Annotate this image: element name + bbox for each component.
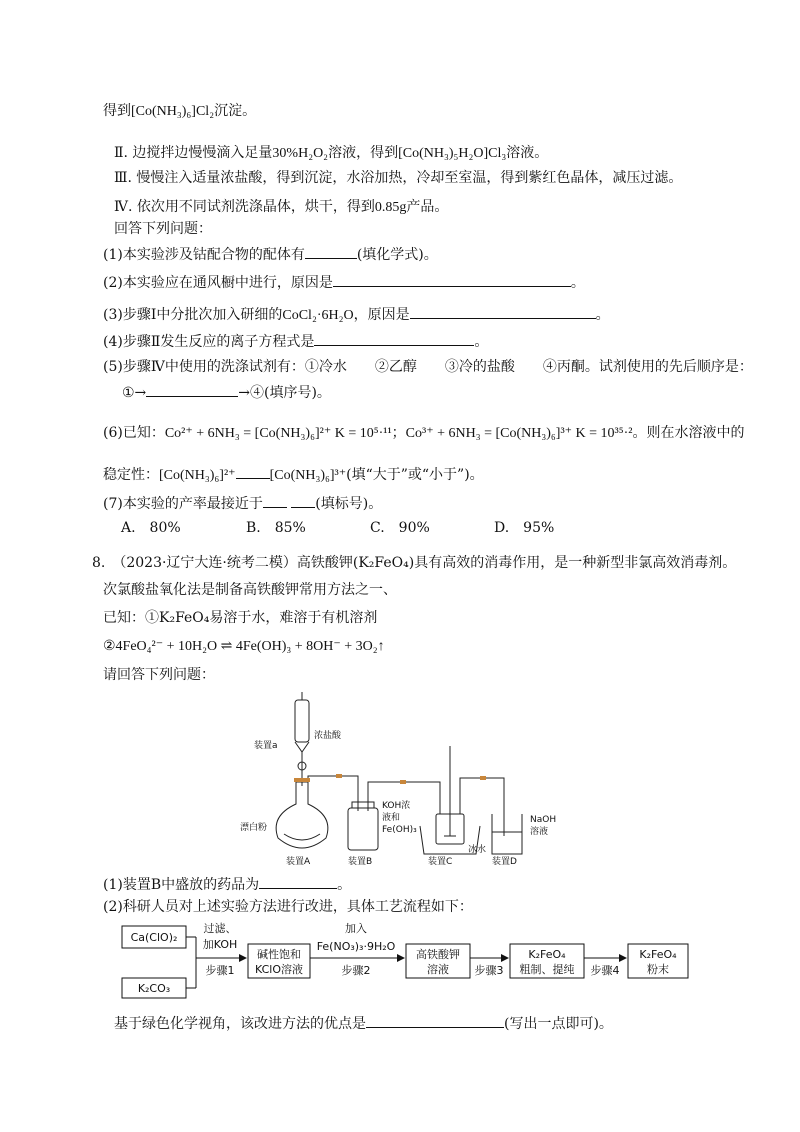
q7-sub2 (103, 271, 585, 293)
q7-sub1 (103, 243, 438, 265)
choice-b[interactable]: B. 85% (246, 520, 306, 536)
q7-step3: Ⅲ. 慢慢注入适量浓盐酸，得到沉淀，水浴加热，冷却至室温，得到紫红色晶体，减压过滤。 (114, 170, 683, 186)
text: (3)步骤Ⅰ中分批次加入研细的 (103, 307, 283, 323)
q7-line0 (103, 101, 256, 122)
flow-arrow1-bottom: 步骤1 (205, 964, 235, 977)
answer-blank[interactable] (366, 1012, 504, 1028)
text: 溶液。 (506, 145, 549, 161)
text: 溶液，得到 (328, 145, 399, 161)
apparatus-diagram (240, 686, 560, 866)
q8-sub2: (2)科研人员对上述实验方法进行改进，具体工艺流程如下： (103, 899, 473, 915)
label-device-c: 装置C (428, 857, 453, 866)
formula: CoCl₂·6H₂O (282, 308, 354, 323)
flow-box4-line1: 高铁酸钾 (416, 948, 460, 961)
q7-sub5-order (122, 381, 331, 403)
answer-blank[interactable] (236, 463, 270, 479)
label-device-d: 装置D (492, 857, 517, 866)
label-naoh-2: 溶液 (530, 827, 549, 837)
text: ； (391, 425, 406, 441)
flow-box6-line2: 粉末 (647, 963, 669, 976)
text: 沉淀。 (214, 103, 257, 119)
formula: 0.85g (374, 200, 407, 215)
label-apparatus-a: 装置a (254, 741, 278, 751)
choice-d[interactable]: D. 95% (494, 520, 555, 536)
process-flowchart (100, 918, 700, 1000)
answer-blank[interactable] (314, 330, 474, 346)
tube-a-b (308, 776, 358, 811)
answer-blank[interactable] (146, 381, 238, 397)
flow-box6-line1: K₂FeO₄ (639, 948, 677, 961)
tube-connector (400, 780, 406, 784)
text: (2)本实验应在通风橱中进行，原因是 (103, 275, 333, 291)
flask-a (276, 782, 328, 848)
text: (7)本实验的产率最接近于 (103, 496, 263, 512)
label-bleach: 漂白粉 (240, 823, 268, 833)
equation-2: Co³⁺ + 6NH₃ = [Co(NH₃)₆]³⁺ K = 10³⁵·² (405, 426, 633, 441)
text: →④(填序号)。 (238, 385, 331, 401)
text: (6)已知： (103, 425, 165, 441)
text: (1)本实验涉及钴配合物的配体有 (103, 247, 305, 263)
formula: 30%H₂O₂ (272, 146, 329, 161)
flow-arrow1-top-2: 加KOH (202, 938, 238, 951)
flow-box5-line2: 粗制、提纯 (519, 963, 575, 976)
formula: [Co(NH₃)₅H₂O]Cl₃ (398, 146, 507, 161)
text: 。 (595, 307, 610, 323)
text: ，原因是 (353, 307, 410, 323)
bottle-b (348, 808, 378, 850)
dropping-funnel (295, 700, 309, 742)
formula: [Co(NH₃)₆]²⁺ (159, 468, 236, 483)
label-device-b: 装置B (348, 857, 373, 866)
bleach-powder (284, 834, 320, 840)
flow-arrow4-bottom: 步骤4 (590, 964, 620, 977)
flow-arrow2-top-1: 加入 (345, 922, 367, 935)
bottle-b-cap (352, 802, 374, 808)
label-naoh-1: NaOH (530, 815, 557, 825)
flow-box3-line2: KClO溶液 (254, 963, 304, 976)
answer-blank[interactable] (263, 492, 287, 508)
text: (填“大于”或“小于”)。 (346, 467, 484, 483)
q7-sub7 (103, 492, 382, 514)
answer-blank[interactable] (410, 303, 596, 319)
q8-known1: 已知：①K₂FeO₄易溶于水，难溶于有机溶剂 (103, 610, 378, 626)
label-conc-hcl: 浓盐酸 (314, 731, 342, 741)
q8-prompt: 请回答下列问题： (103, 667, 215, 683)
flow-arrow2-top-2: Fe(NO₃)₃·9H₂O (316, 940, 396, 953)
text: Ⅳ. 依次用不同试剂洗涤晶体，烘干，得到 (114, 199, 375, 215)
tube-c-d (460, 778, 504, 836)
flow-box4-line2: 溶液 (427, 963, 449, 976)
answer-blank[interactable] (291, 492, 315, 508)
formula: [Co(NH₃)₆]Cl₂ (131, 104, 215, 119)
q7-sub4 (103, 330, 488, 352)
label-koh-1: KOH浓 (382, 801, 411, 811)
text: 稳定性： (103, 467, 159, 483)
q7-step4 (114, 197, 448, 218)
q7-prompt: 回答下列问题： (114, 221, 212, 237)
text: (1)装置B中盛放的药品为 (103, 877, 260, 893)
flow-box3-line1: 碱性饱和 (257, 948, 301, 961)
q7-sub6-compare (103, 463, 484, 486)
label-ice-water: 冰水 (468, 845, 487, 855)
q7-sub6 (103, 423, 745, 444)
tube-connector (480, 776, 486, 780)
q8-sub2-end (114, 1012, 613, 1034)
equation-1: Co²⁺ + 6NH₃ = [Co(NH₃)₆]²⁺ K = 10⁵·¹¹ (164, 426, 392, 441)
text: (填化学式)。 (356, 247, 438, 263)
answer-blank[interactable] (305, 243, 357, 259)
flow-box1-text: Ca(ClO)₂ (130, 931, 178, 944)
text: 。 (337, 877, 352, 893)
choice-c[interactable]: C. 90% (370, 520, 430, 536)
flow-arrow1-top-1: 过滤、 (203, 922, 237, 935)
flow-arrow2-bottom: 步骤2 (341, 964, 371, 977)
q8-known2: ②4FeO₄²⁻ + 10H₂O ⇌ 4Fe(OH)₃ + 8OH⁻ + 3O₂↑ (103, 639, 385, 654)
text: 基于绿色化学视角，该改进方法的优点是 (114, 1016, 366, 1032)
q7-step2 (114, 143, 548, 164)
text: (4)步骤Ⅱ发生反应的离子方程式是 (103, 334, 315, 350)
label-koh-2: 液和 (382, 813, 401, 823)
answer-blank[interactable] (333, 271, 571, 287)
text: 。 (474, 334, 489, 350)
text: Ⅱ. 边搅拌边慢慢滴入足量 (114, 145, 273, 161)
q8-line2: 次氯酸盐氧化法是制备高铁酸钾常用方法之一、 (103, 582, 397, 598)
text: 产品。 (406, 199, 449, 215)
text: 。 (570, 275, 585, 291)
text: 得到 (103, 103, 131, 119)
label-device-a: 装置A (286, 857, 311, 866)
text: (写出一点即可)。 (504, 1016, 613, 1032)
label-koh-3: Fe(OH)₃ (382, 825, 417, 835)
beaker-d (492, 814, 522, 854)
q8-sub1 (103, 873, 351, 895)
choice-a[interactable]: A. 80% (121, 520, 181, 536)
formula: [Co(NH₃)₆]³⁺ (269, 468, 347, 483)
flask-stopper (294, 778, 310, 782)
q7-sub3 (103, 303, 610, 326)
q7-sub5: (5)步骤Ⅳ中使用的洗涤试剂有：①冷水 ②乙醇 ③冷的盐酸 ④丙酮。试剂使用的先后顺序是： (103, 359, 753, 375)
funnel-taper (295, 742, 309, 752)
text: 。则在水溶液中的 (632, 425, 745, 441)
text: (填标号)。 (315, 496, 383, 512)
flow-box2-text: K₂CO₃ (137, 982, 171, 995)
flow-box5-line1: K₂FeO₄ (528, 948, 566, 961)
tube-connector (336, 774, 342, 778)
flow-arrow3-bottom: 步骤3 (474, 964, 504, 977)
answer-blank[interactable] (259, 873, 337, 889)
text: ①→ (122, 385, 147, 401)
q8-title: 8. （2023·辽宁大连·统考二模）高铁酸钾(K₂FeO₄)具有高效的消毒作用，是一种新型非氯高效消毒剂。 (92, 555, 737, 571)
